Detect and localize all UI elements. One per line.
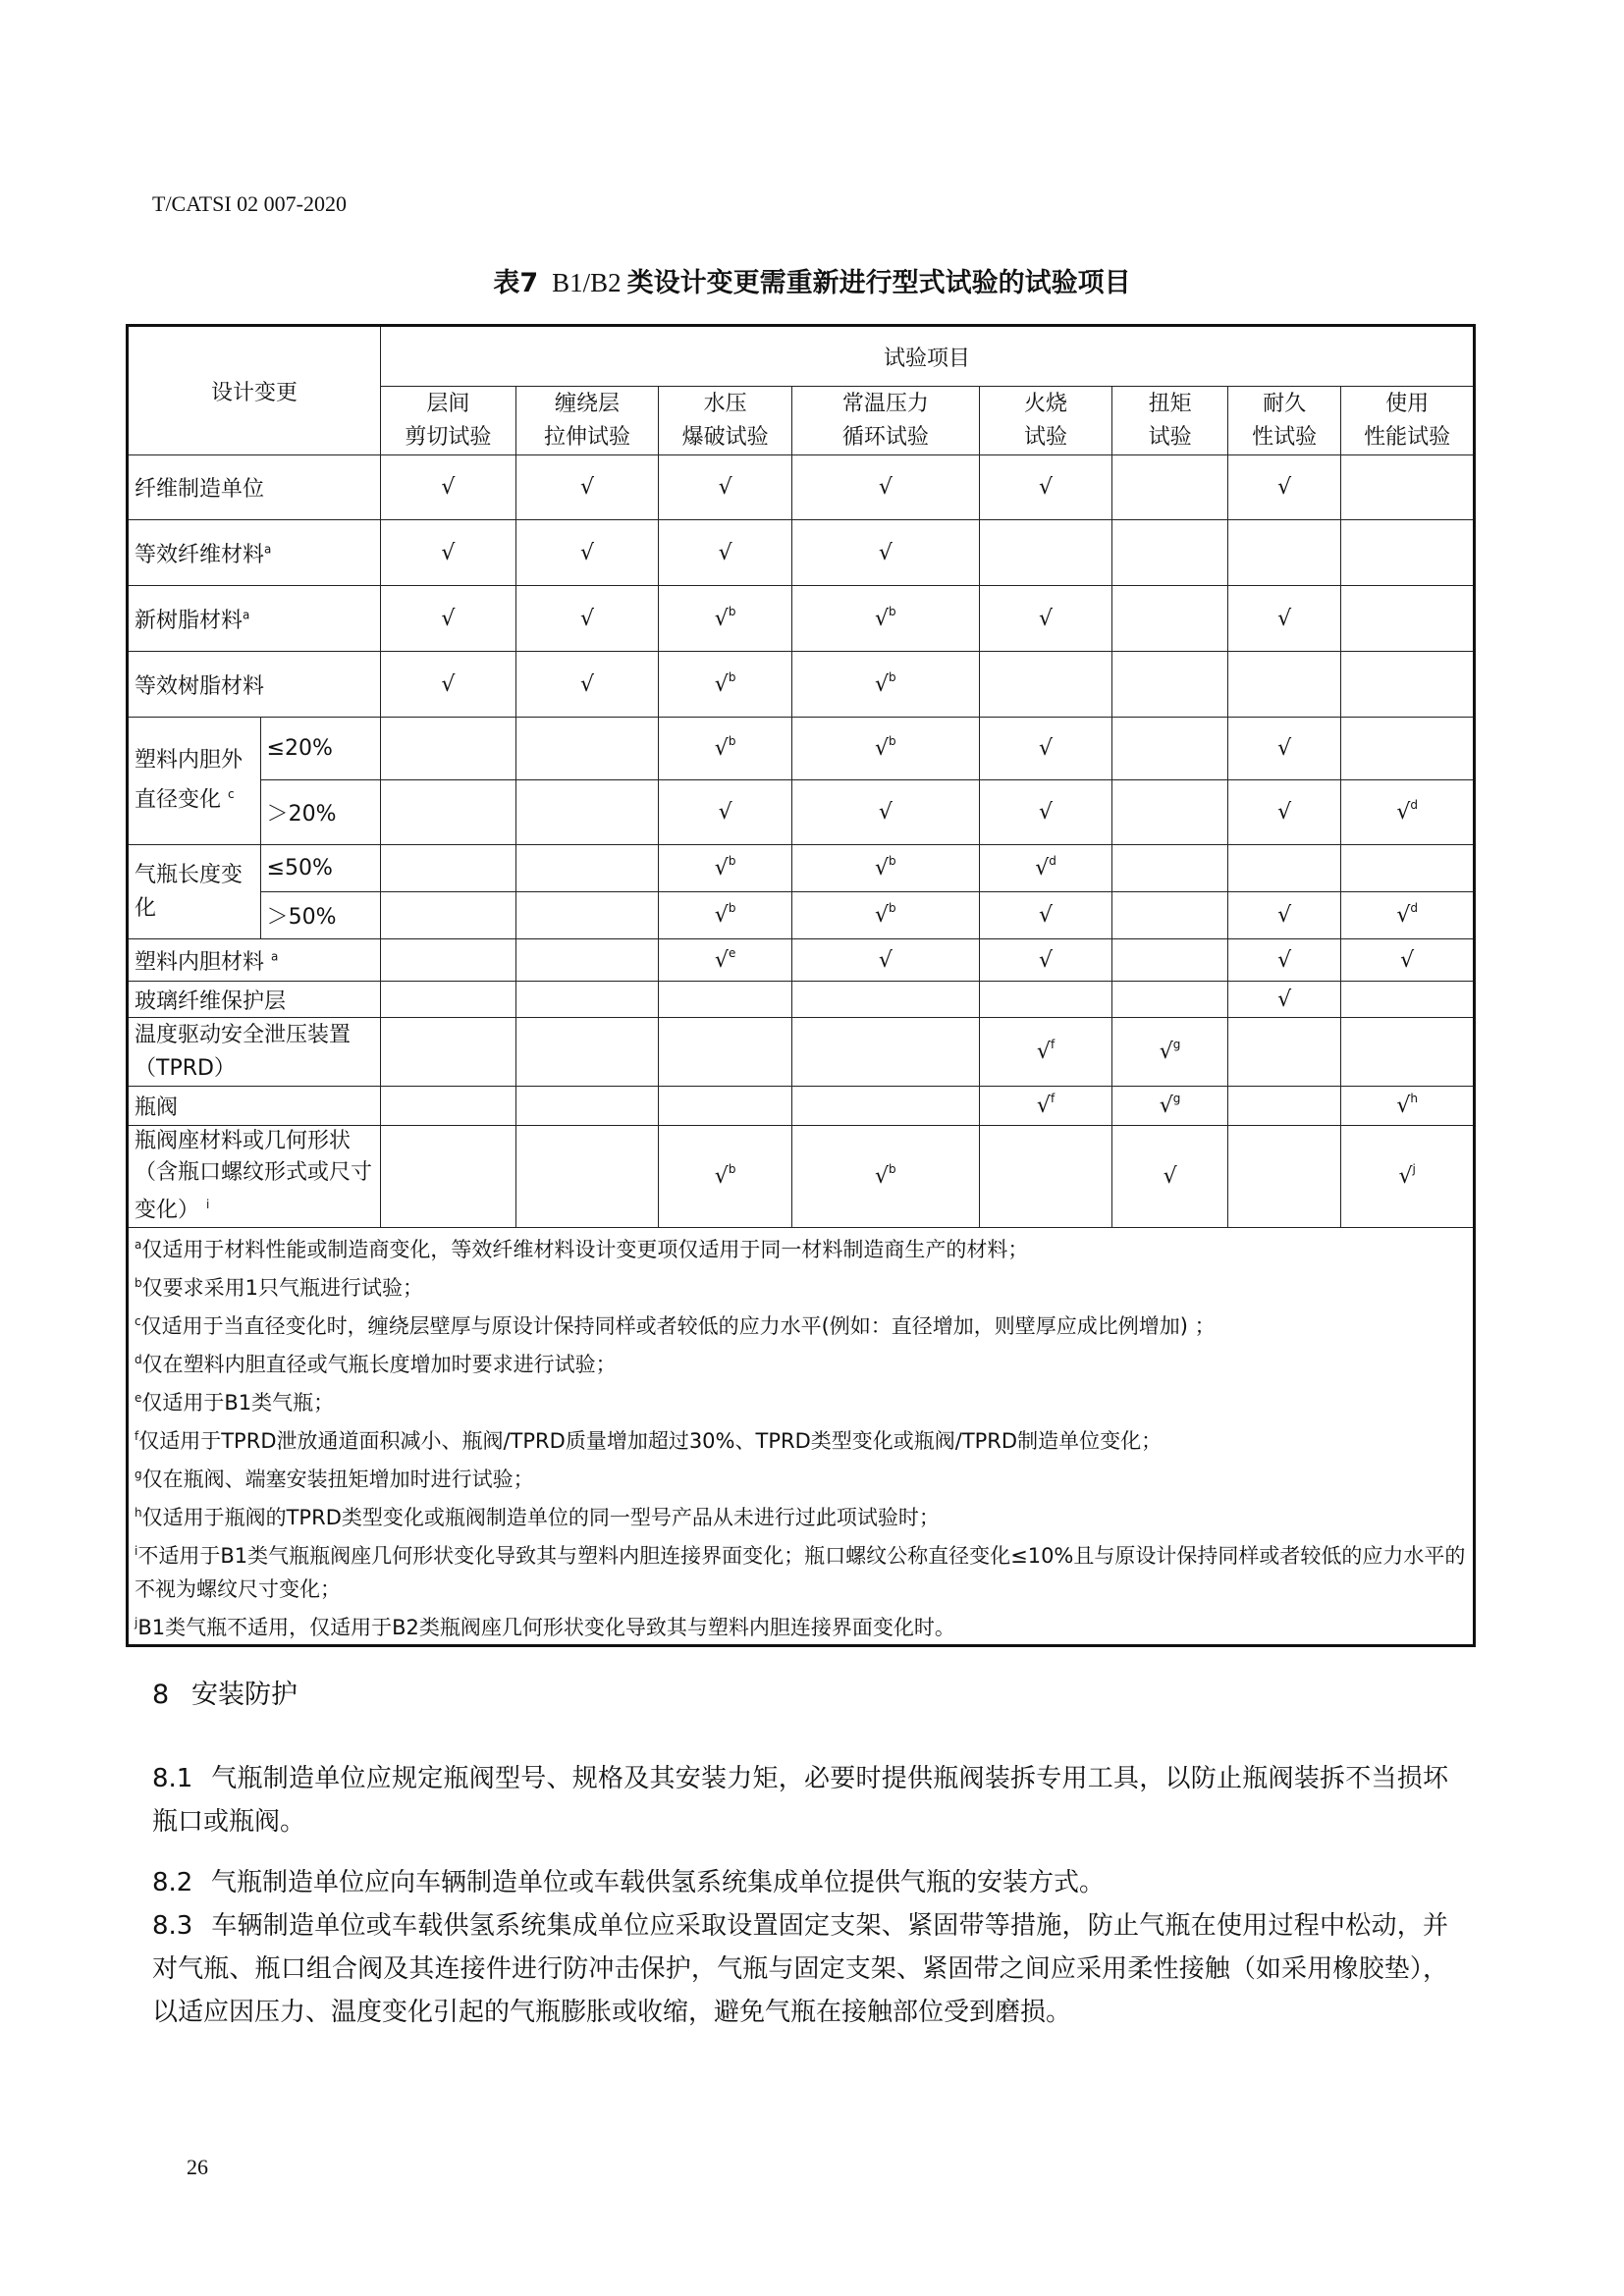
check-cell: √: [659, 780, 792, 845]
empty-cell: [1341, 586, 1475, 652]
row-group-label: 气瓶长度变化: [128, 845, 261, 939]
row-sub-label: ＞50%: [260, 892, 381, 939]
table-row: [128, 892, 1475, 939]
check-cell: √: [979, 892, 1112, 939]
check-cell: √$^g$: [1112, 1018, 1228, 1087]
empty-cell: [1341, 520, 1475, 586]
empty-cell: [515, 1126, 659, 1228]
check-cell: √: [1227, 455, 1341, 520]
check-cell: √$^b$: [659, 652, 792, 718]
caption-label: 表7: [493, 268, 539, 298]
empty-cell: [979, 652, 1112, 718]
check-cell: √: [979, 780, 1112, 845]
empty-cell: [791, 1087, 979, 1126]
row-label: 温度驱动安全泄压装置（TPRD）: [128, 1018, 381, 1087]
table-note: $^g$仅在瓶阀、端塞安装扭矩增加时进行试验；: [135, 1468, 534, 1491]
check-cell: √: [979, 939, 1112, 982]
check-cell: √$^d$: [979, 845, 1112, 892]
row-sub-label: ＞20%: [260, 780, 381, 845]
empty-cell: [515, 892, 659, 939]
table-note: $^j$B1类气瓶不适用，仅适用于B2类瓶阀座几何形状变化导致其与塑料内胆连接界面变化时。: [135, 1616, 955, 1639]
empty-cell: [1341, 1018, 1475, 1087]
empty-cell: [1227, 1126, 1341, 1228]
row-label: 瓶阀: [128, 1087, 381, 1126]
check-cell: √$^f$: [979, 1087, 1112, 1126]
check-cell: √$^b$: [791, 718, 979, 780]
empty-cell: [515, 1018, 659, 1087]
row-label: 等效纤维材料$^a$: [128, 520, 381, 586]
check-cell: √: [791, 939, 979, 982]
test-items-header: 试验项目: [381, 326, 1475, 387]
check-cell: √: [381, 652, 516, 718]
column-header: 缠绕层 拉伸试验: [515, 387, 659, 455]
check-cell: √: [381, 520, 516, 586]
section-body: [152, 1757, 1448, 2034]
check-cell: √: [1227, 586, 1341, 652]
empty-cell: [381, 780, 516, 845]
table-row: [128, 652, 1475, 718]
table-note: $^i$不适用于B1类气瓶瓶阀座几何形状变化导致其与塑料内胆连接界面变化；瓶口螺纹公称直径变化≤10%且与原设计保持同样或者较低的应力水平的不视为螺纹尺寸变化；: [135, 1544, 1466, 1601]
empty-cell: [515, 939, 659, 982]
check-cell: √: [791, 780, 979, 845]
table-row: [128, 455, 1475, 520]
check-cell: √: [381, 455, 516, 520]
empty-cell: [1341, 982, 1475, 1018]
table-note: $^c$仅适用于当直径变化时，缠绕层壁厚与原设计保持同样或者较低的应力水平(例如：直径增加，则壁厚应成比例增加) ；: [135, 1314, 1216, 1338]
empty-cell: [381, 718, 516, 780]
empty-cell: [515, 845, 659, 892]
empty-cell: [1112, 780, 1228, 845]
empty-cell: [515, 718, 659, 780]
table-row: [128, 845, 1475, 892]
row-label: 纤维制造单位: [128, 455, 381, 520]
column-header: 层间 剪切试验: [381, 387, 516, 455]
check-cell: √$^b$: [659, 1126, 792, 1228]
empty-cell: [1112, 586, 1228, 652]
check-cell: √: [1227, 718, 1341, 780]
empty-cell: [381, 845, 516, 892]
table-note: $^f$仅适用于TPRD泄放通道面积减小、瓶阀/TPRD质量增加超过30%、TPRD类型变化或瓶阀/TPRD制造单位变化；: [135, 1429, 1163, 1453]
empty-cell: [1112, 455, 1228, 520]
check-cell: √$^b$: [659, 718, 792, 780]
table-note: $^h$仅适用于瓶阀的TPRD类型变化或瓶阀制造单位的同一型号产品从未进行过此项试验时；: [135, 1506, 940, 1529]
table-row: [128, 1126, 1475, 1228]
check-cell: √$^b$: [791, 652, 979, 718]
row-label: 等效树脂材料: [128, 652, 381, 718]
empty-cell: [1112, 939, 1228, 982]
check-cell: √: [791, 455, 979, 520]
doc-code: T/CATSI 02 007-2020: [152, 191, 347, 216]
table-note: $^b$仅要求采用1只气瓶进行试验；: [135, 1276, 423, 1300]
check-cell: √$^b$: [659, 586, 792, 652]
column-header: 耐久 性试验: [1227, 387, 1341, 455]
check-cell: √$^d$: [1341, 892, 1475, 939]
table-row: [128, 939, 1475, 982]
table-row: [128, 586, 1475, 652]
column-header: 扭矩 试验: [1112, 387, 1228, 455]
empty-cell: [1341, 455, 1475, 520]
empty-cell: [515, 1087, 659, 1126]
check-cell: √: [1227, 780, 1341, 845]
check-cell: √: [515, 652, 659, 718]
check-cell: √: [515, 586, 659, 652]
row-group-label: 塑料内胆外直径变化 $^c$: [128, 718, 261, 845]
caption-title: 类设计变更需重新进行型式试验的试验项目: [626, 268, 1131, 298]
paragraph: 8.3 车辆制造单位或车载供氢系统集成单位应采取设置固定支架、紧固带等措施，防止气瓶在使用过程中松动，并对气瓶、瓶口组合阀及其连接件进行防冲击保护，气瓶与固定支架、紧固带之间应采用柔性接触（如采用橡胶垫），以适应因压力、温度变化引起的气瓶膨胀或收缩，避免气瓶在接触部位受到磨损。: [152, 1911, 1448, 2027]
column-header: 水压 爆破试验: [659, 387, 792, 455]
column-header: 火烧 试验: [979, 387, 1112, 455]
section-heading: 8 安装防护: [152, 1680, 298, 1710]
check-cell: √: [791, 520, 979, 586]
empty-cell: [1112, 652, 1228, 718]
empty-cell: [979, 1126, 1112, 1228]
design-change-header: 设计变更: [128, 326, 381, 455]
empty-cell: [1227, 1087, 1341, 1126]
empty-cell: [659, 1087, 792, 1126]
table-caption: [0, 261, 1624, 299]
check-cell: √$^h$: [1341, 1087, 1475, 1126]
check-cell: √: [979, 455, 1112, 520]
check-cell: √: [1112, 1126, 1228, 1228]
empty-cell: [381, 1018, 516, 1087]
empty-cell: [1227, 845, 1341, 892]
empty-cell: [1112, 845, 1228, 892]
row-label: 新树脂材料$^a$: [128, 586, 381, 652]
check-cell: √: [1227, 892, 1341, 939]
empty-cell: [1341, 652, 1475, 718]
empty-cell: [1227, 1018, 1341, 1087]
empty-cell: [381, 982, 516, 1018]
check-cell: √: [381, 586, 516, 652]
empty-cell: [515, 780, 659, 845]
check-cell: √: [659, 520, 792, 586]
empty-cell: [791, 1018, 979, 1087]
empty-cell: [1112, 520, 1228, 586]
row-sub-label: ≤50%: [260, 845, 381, 892]
empty-cell: [381, 1087, 516, 1126]
check-cell: √: [659, 455, 792, 520]
row-label: 玻璃纤维保护层: [128, 982, 381, 1018]
check-cell: √: [979, 586, 1112, 652]
check-cell: √: [515, 520, 659, 586]
empty-cell: [515, 982, 659, 1018]
caption-code: B1/B2: [552, 268, 622, 297]
empty-cell: [979, 520, 1112, 586]
check-cell: √$^b$: [659, 892, 792, 939]
empty-cell: [381, 1126, 516, 1228]
empty-cell: [381, 892, 516, 939]
empty-cell: [1341, 845, 1475, 892]
check-cell: √: [515, 455, 659, 520]
table-note: $^a$仅适用于材料性能或制造商变化，等效纤维材料设计变更项仅适用于同一材料制造商生产的材料；: [135, 1238, 1029, 1261]
check-cell: √$^f$: [979, 1018, 1112, 1087]
empty-cell: [1341, 718, 1475, 780]
page-number: 26: [187, 2155, 208, 2179]
table-notes: [128, 1228, 1475, 1646]
row-label: 瓶阀座材料或几何形状（含瓶口螺纹形式或尺寸变化） $^i$: [128, 1126, 381, 1228]
table-row: [128, 1018, 1475, 1087]
table-note: $^e$仅适用于B1类气瓶；: [135, 1391, 335, 1415]
table-row: [128, 982, 1475, 1018]
table-row: [128, 718, 1475, 780]
row-label: 塑料内胆材料 $^a$: [128, 939, 381, 982]
empty-cell: [659, 1018, 792, 1087]
column-header: 使用 性能试验: [1341, 387, 1475, 455]
empty-cell: [1112, 718, 1228, 780]
empty-cell: [659, 982, 792, 1018]
column-header: 常温压力 循环试验: [791, 387, 979, 455]
empty-cell: [1227, 520, 1341, 586]
empty-cell: [381, 939, 516, 982]
check-cell: √: [1227, 982, 1341, 1018]
empty-cell: [1112, 892, 1228, 939]
check-cell: √$^j$: [1341, 1126, 1475, 1228]
table-row: [128, 1087, 1475, 1126]
check-cell: √$^d$: [1341, 780, 1475, 845]
empty-cell: [1112, 982, 1228, 1018]
table-notes-row: [128, 1228, 1475, 1646]
check-cell: √: [1341, 939, 1475, 982]
test-items-table: [126, 324, 1476, 1647]
check-cell: √: [979, 718, 1112, 780]
check-cell: √$^e$: [659, 939, 792, 982]
check-cell: √$^b$: [791, 892, 979, 939]
paragraph: 8.1 气瓶制造单位应规定瓶阀型号、规格及其安装力矩，必要时提供瓶阀装拆专用工具，以防止瓶阀装拆不当损坏瓶口或瓶阀。: [152, 1764, 1448, 1837]
table-row: [128, 780, 1475, 845]
check-cell: √: [1227, 939, 1341, 982]
check-cell: √$^g$: [1112, 1087, 1228, 1126]
row-sub-label: ≤20%: [260, 718, 381, 780]
empty-cell: [1227, 652, 1341, 718]
check-cell: √$^b$: [791, 845, 979, 892]
check-cell: √$^b$: [791, 586, 979, 652]
table-row: [128, 520, 1475, 586]
empty-cell: [791, 982, 979, 1018]
table-note: $^d$仅在塑料内胆直径或气瓶长度增加时要求进行试验；: [135, 1353, 617, 1376]
empty-cell: [979, 982, 1112, 1018]
check-cell: √$^b$: [791, 1126, 979, 1228]
paragraph: 8.2 气瓶制造单位应向车辆制造单位或车载供氢系统集成单位提供气瓶的安装方式。: [152, 1868, 1106, 1897]
check-cell: √$^b$: [659, 845, 792, 892]
